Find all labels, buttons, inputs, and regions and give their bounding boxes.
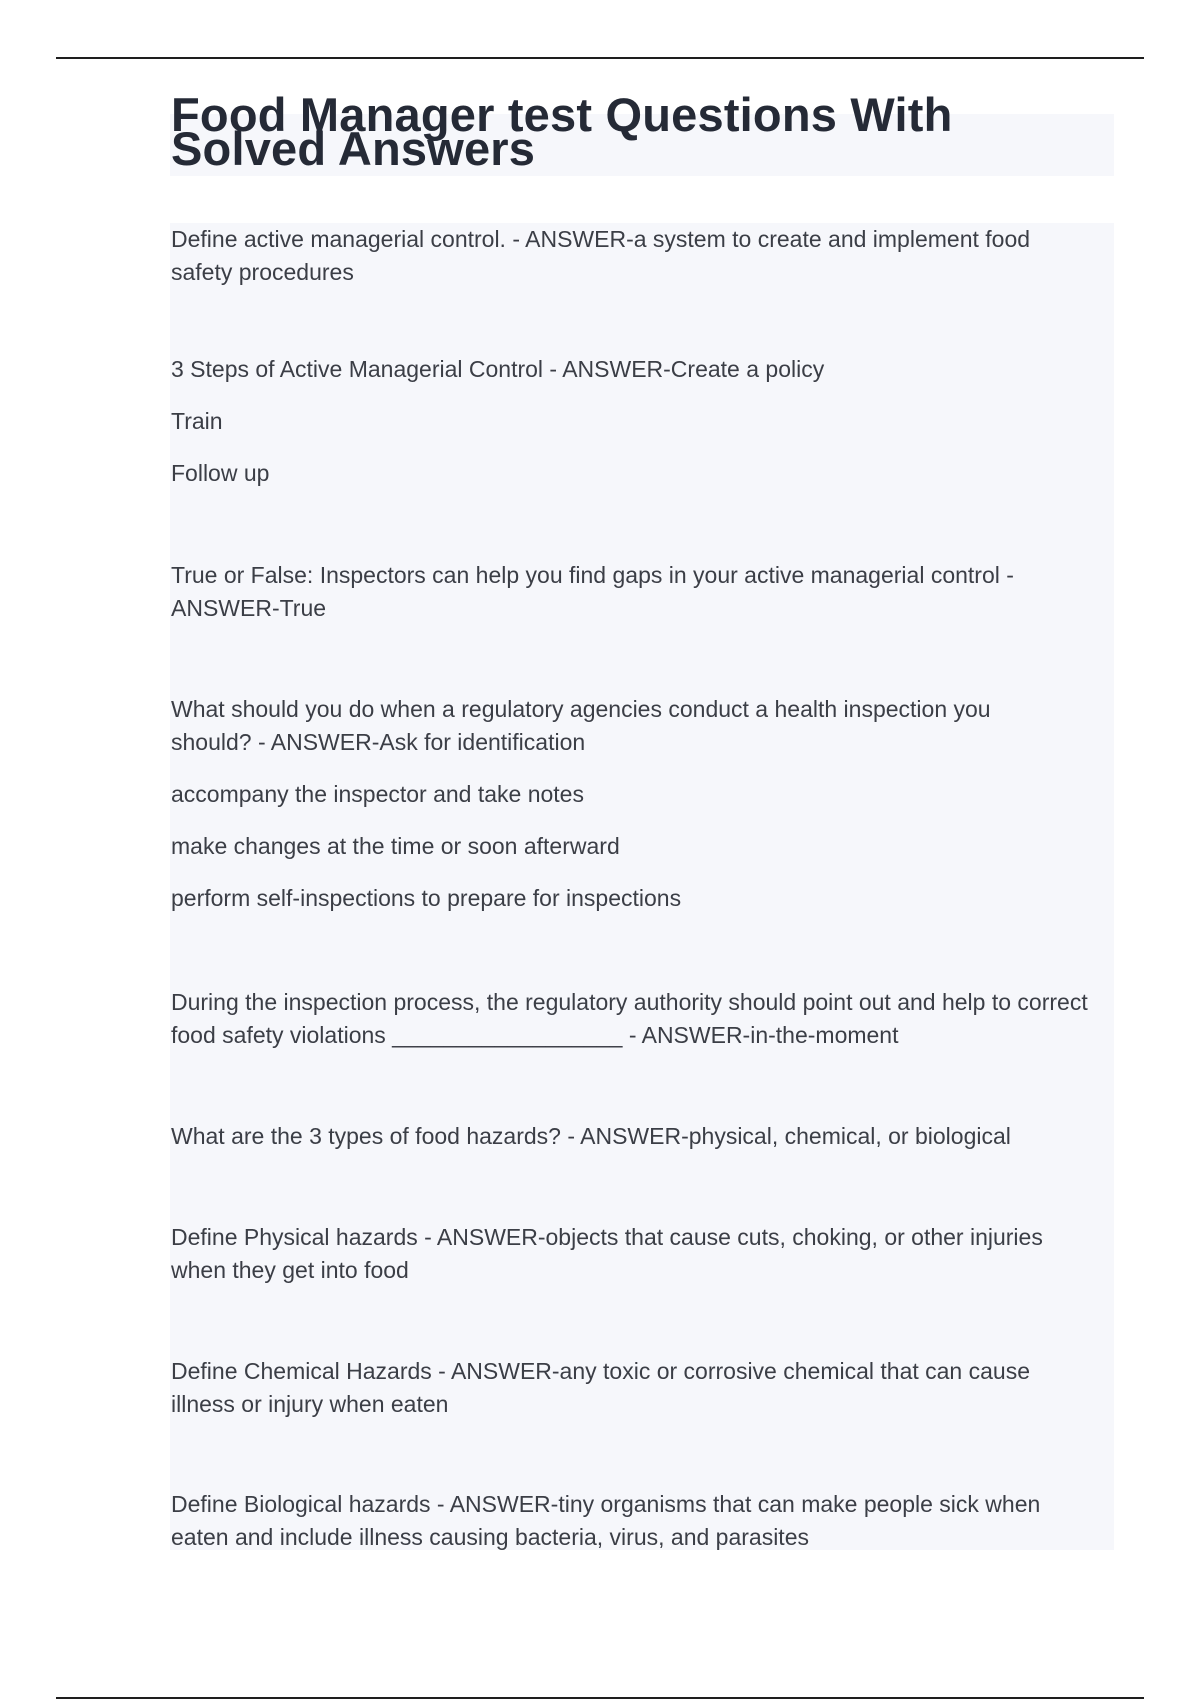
qa-entry xyxy=(171,693,1051,915)
qa-question-answer: Define Physical hazards - ANSWER-objects that cause cuts, choking, or other injuries when they get into food xyxy=(171,1224,1043,1283)
qa-entry xyxy=(171,1120,1091,1153)
qa-answer-line: Follow up xyxy=(171,460,270,486)
qa-entry xyxy=(171,353,1091,490)
qa-entry xyxy=(171,1355,1091,1421)
qa-question-answer: During the inspection process, the regulatory authority should point out and help to correct food safety violations __________________ - ANSWER-in-the-moment xyxy=(171,989,1088,1048)
qa-question-answer: 3 Steps of Active Managerial Control - ANSWER-Create a policy xyxy=(171,356,825,382)
qa-answer-line: perform self-inspections to prepare for inspections xyxy=(171,885,682,911)
qa-entry xyxy=(171,1488,1091,1554)
qa-question-answer: Define Biological hazards - ANSWER-tiny organisms that can make people sick when eaten and include illness causing bacteria, virus, and parasites xyxy=(171,1491,1041,1550)
bottom-rule xyxy=(56,1697,1144,1699)
qa-answer-line: Train xyxy=(171,408,223,434)
qa-entry xyxy=(171,223,1091,289)
qa-question-answer: Define Chemical Hazards - ANSWER-any toxic or corrosive chemical that can cause illness or injury when eaten xyxy=(171,1358,1030,1417)
qa-entry xyxy=(171,1221,1091,1287)
qa-entry xyxy=(171,559,1091,625)
qa-question-answer: True or False: Inspectors can help you find gaps in your active managerial control - ANSWER-True xyxy=(171,562,1014,621)
top-rule xyxy=(56,57,1144,59)
qa-question-answer: What are the 3 types of food hazards? - ANSWER-physical, chemical, or biological xyxy=(171,1123,1011,1149)
qa-question-answer: What should you do when a regulatory agencies conduct a health inspection you should? - ANSWER-Ask for identification xyxy=(171,696,991,755)
document-title: Food Manager test Questions With Solved Answers xyxy=(171,88,953,175)
qa-answer-line: accompany the inspector and take notes xyxy=(171,781,584,807)
qa-entry xyxy=(171,986,1091,1052)
qa-answer-line: make changes at the time or soon afterward xyxy=(171,833,620,859)
qa-question-answer: Define active managerial control. - ANSWER-a system to create and implement food safety procedures xyxy=(171,226,1031,285)
